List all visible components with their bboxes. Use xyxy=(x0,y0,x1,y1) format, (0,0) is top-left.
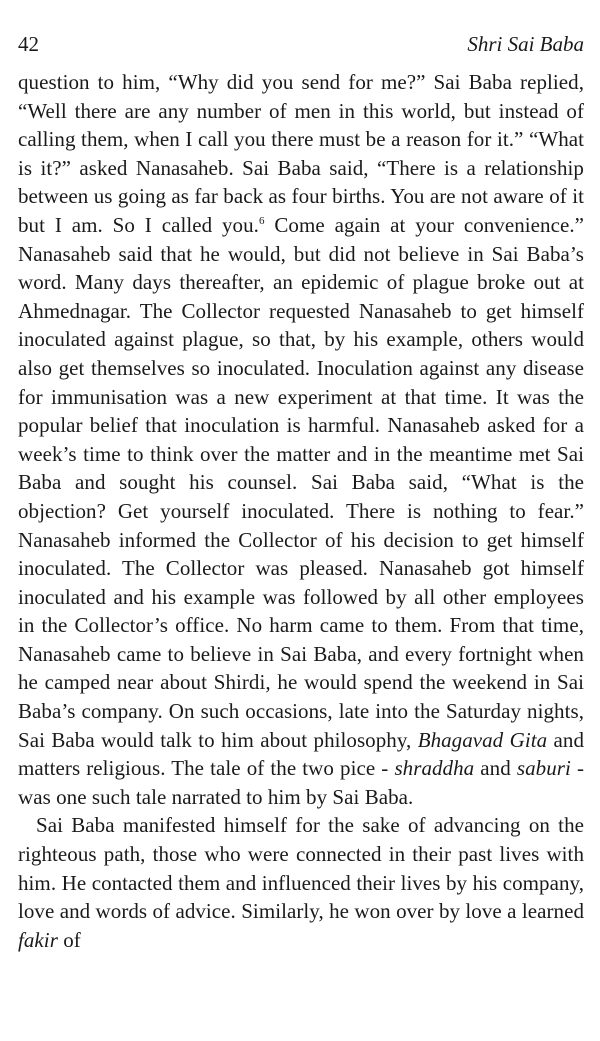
italic-saburi: saburi xyxy=(516,756,571,781)
book-title: Shri Sai Baba xyxy=(467,32,584,56)
paragraph-1-text-2: Come again at your convenience.” Nanasaheb said that he would, but did not believe in Sai Baba’s word. Many days thereafter, an epidemic of plague broke out at Ahmednagar. The Collector requested Nanasaheb to get himself inoculated against plague, so that, by his example, others would also get themselves so inoculated. Inoculation against any disease for immunisation was a new experiment at that time. It was the popular belief that inoculation is harmful. Nanasaheb asked for a week’s time to think over the matter and in the meantime met Sai Baba and sought his counsel. Sai Baba said, “What is the objection? Get yourself inoculated. There is nothing to fear.” Nanasaheb informed the Collector of his decision to get himself inoculated. The Collector was pleased. Nanasaheb got himself inoculated and his example was followed by all other employees in the Collector’s office. No harm came to them. From that time, Nanasaheb came to believe in Sai Baba, and every fortnight when he camped near about Shirdi, he would spend the weekend in Sai Baba’s company. On such occasions, late into the Saturday nights, Sai Baba would talk to him about philosophy, xyxy=(18,212,584,752)
paragraph-2-text-1: Sai Baba manifested himself for the sake of advancing on the righteous path, those who were connected in their past lives with him. He contacted them and influenced their lives by his company, love and words of advice. Similarly, he won over by love a learned xyxy=(18,813,584,924)
page-number: 42 xyxy=(18,32,39,56)
paragraph-2 xyxy=(18,811,584,954)
paragraph-1-text-5: -was one such tale narrated to him by Sai Baba. xyxy=(18,756,584,809)
paragraph-1-text-4: and xyxy=(474,756,517,781)
footnote-reference: 6 xyxy=(258,214,265,227)
italic-bhagavad-gita: Bhagavad Gita xyxy=(417,727,548,752)
italic-fakir: fakir xyxy=(18,927,58,952)
italic-shraddha: shraddha xyxy=(394,756,475,781)
body-text xyxy=(18,68,584,954)
paragraph-1-text-1: question to him, “Why did you send for me?” Sai Baba replied, “Well there are any number of men in this world, but instead of calling them, when I call you there must be a reason for it.” “What is it?” asked Nanasaheb. Sai Baba said, “There is a relationship between us going as far back as four births. You are not aware of it but I am. So I called you. xyxy=(18,70,584,237)
paragraph-1-text-3: and matters religious. The tale of the two pice - xyxy=(18,727,584,781)
paragraph-1 xyxy=(18,68,584,811)
paragraph-2-text-2: of xyxy=(57,927,81,952)
running-head xyxy=(18,26,584,56)
